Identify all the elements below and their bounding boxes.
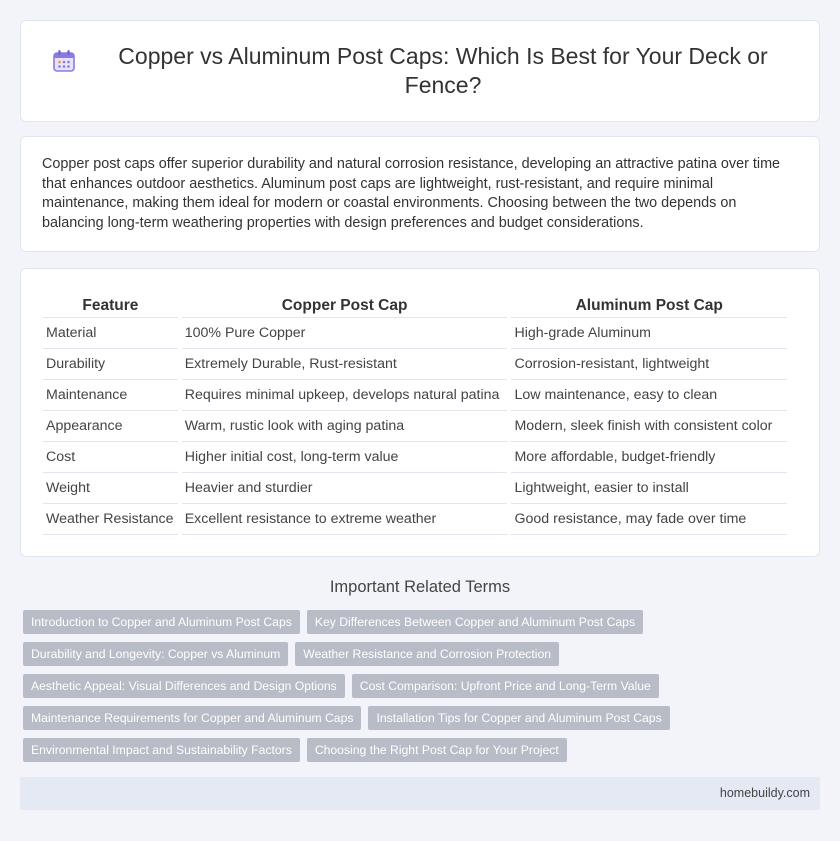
column-header-feature: Feature [43, 293, 178, 318]
table-row [43, 349, 787, 380]
term-tag[interactable]: Key Differences Between Copper and Aluminum Post Caps [307, 610, 643, 634]
term-row [23, 610, 823, 634]
term-tag[interactable]: Maintenance Requirements for Copper and Aluminum Caps [23, 706, 361, 730]
term-tag[interactable]: Weather Resistance and Corrosion Protection [295, 642, 559, 666]
footer-site-link[interactable]: homebuildy.com [719, 786, 810, 800]
table-row [43, 473, 787, 504]
table-cell: Durability [43, 349, 178, 380]
intro-card [20, 136, 820, 252]
term-tag[interactable]: Environmental Impact and Sustainability Factors [23, 738, 300, 762]
table-cell: Modern, sleek finish with consistent color [511, 411, 787, 442]
term-tag[interactable]: Installation Tips for Copper and Aluminum Post Caps [368, 706, 669, 730]
table-row [43, 318, 787, 349]
term-row [23, 642, 823, 666]
table-cell: Good resistance, may fade over time [511, 504, 787, 535]
table-cell: Warm, rustic look with aging patina [182, 411, 508, 442]
table-row [43, 442, 787, 473]
table-header-row [43, 293, 787, 318]
table-cell: More affordable, budget-friendly [511, 442, 787, 473]
page-title: Copper vs Aluminum Post Caps: Which Is Best for Your Deck or Fence? [118, 43, 768, 98]
table-cell: Requires minimal upkeep, develops natural patina [182, 380, 508, 411]
table-cell: Extremely Durable, Rust-resistant [182, 349, 508, 380]
term-row [23, 738, 823, 762]
comparison-card [20, 268, 820, 557]
table-cell: Cost [43, 442, 178, 473]
term-tag[interactable]: Cost Comparison: Upfront Price and Long-Term Value [352, 674, 659, 698]
term-tag[interactable]: Durability and Longevity: Copper vs Aluminum [23, 642, 288, 666]
comparison-table [39, 293, 791, 535]
term-row [23, 674, 823, 698]
table-cell: Corrosion-resistant, lightweight [511, 349, 787, 380]
term-tag[interactable]: Choosing the Right Post Cap for Your Project [307, 738, 567, 762]
column-header-copper: Copper Post Cap [182, 293, 508, 318]
table-cell: 100% Pure Copper [182, 318, 508, 349]
table-cell: Higher initial cost, long-term value [182, 442, 508, 473]
related-terms-heading: Important Related Terms [329, 578, 511, 596]
table-cell: Appearance [43, 411, 178, 442]
table-row [43, 411, 787, 442]
table-cell: Weather Resistance [43, 504, 178, 535]
term-tag[interactable]: Introduction to Copper and Aluminum Post Caps [23, 610, 300, 634]
column-header-aluminum: Aluminum Post Cap [511, 293, 787, 318]
calendar-icon [51, 48, 77, 74]
table-cell: Lightweight, easier to install [511, 473, 787, 504]
footer [20, 777, 820, 810]
intro-paragraph: Copper post caps offer superior durability and natural corrosion resistance, developing an attractive patina over time that enhances outdoor aesthetics. Aluminum post caps are lightweight, rust-resistant, and require minimal maintenance, making them ideal for modern or coastal environments. Choosing between the two depends on balancing long-term weathering properties with design preferences and budget considerations. [42, 156, 781, 231]
table-cell: Heavier and sturdier [182, 473, 508, 504]
related-terms-list [23, 610, 823, 770]
table-row [43, 504, 787, 535]
table-cell: Excellent resistance to extreme weather [182, 504, 508, 535]
page-header [20, 20, 820, 122]
table-cell: Material [43, 318, 178, 349]
table-cell: Maintenance [43, 380, 178, 411]
table-cell: Weight [43, 473, 178, 504]
table-row [43, 380, 787, 411]
term-row [23, 706, 823, 730]
table-cell: Low maintenance, easy to clean [511, 380, 787, 411]
term-tag[interactable]: Aesthetic Appeal: Visual Differences and Design Options [23, 674, 345, 698]
table-cell: High-grade Aluminum [511, 318, 787, 349]
